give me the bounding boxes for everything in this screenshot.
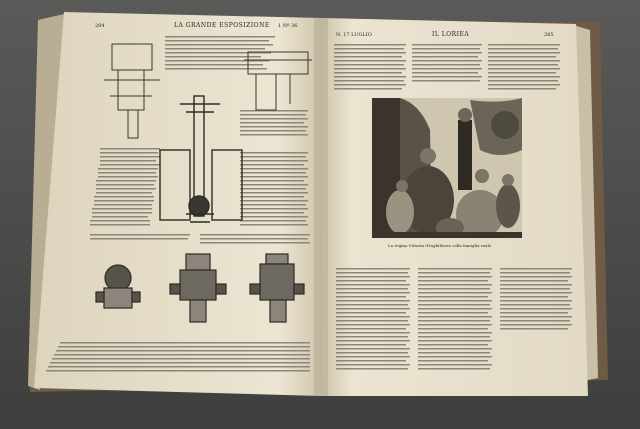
gutter-shadow: [314, 18, 328, 396]
left-page-header: LA GRANDE ESPOSIZIONE: [174, 22, 270, 29]
right-page-section: N. 17 LUGLIO: [336, 32, 372, 38]
illustration-caption: La regina Vittoria d'Inghilterra colla famiglia reale: [388, 243, 492, 248]
royal-family-engraving: [372, 98, 522, 238]
right-page-number: 285: [544, 32, 554, 38]
left-page-number: 284: [95, 23, 105, 29]
left-page-date: 1 Nº 36: [278, 23, 298, 29]
right-page-header: IL LORIEA: [432, 31, 470, 38]
